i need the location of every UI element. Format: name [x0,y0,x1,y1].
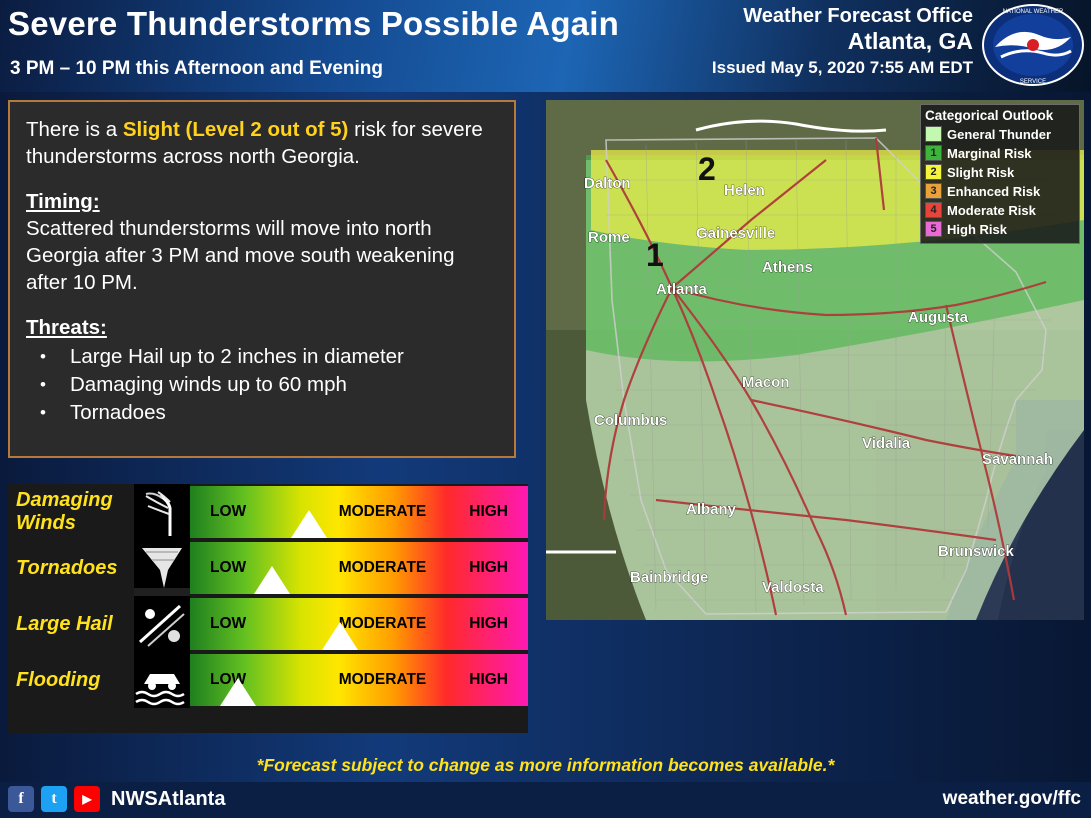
gauge-row-large-hail [8,596,528,652]
city-label: Augusta [908,309,968,326]
timing-text: Scattered thunderstorms will move into north Georgia after 3 PM and move south weakening after 10 PM. [26,217,455,294]
gauge-row-tornadoes [8,540,528,596]
gauge-label: Damaging Winds [16,489,113,534]
legend-swatch [925,126,942,142]
outlook-map[interactable] [546,100,1084,620]
office-city: Atlanta, GA [847,28,973,54]
hail-stones-icon [134,596,190,652]
gauge-bar [190,654,528,706]
gauge-bar [190,486,528,538]
gauge-moderate-label: MODERATE [338,559,427,576]
svg-text:NATIONAL WEATHER: NATIONAL WEATHER [1002,9,1064,15]
legend-label: Slight Risk [947,164,1015,180]
lead-post: risk for severe thunderstorms across north Georgia. [26,118,483,168]
legend-row [925,201,1075,219]
office-info [712,4,973,79]
legend-label: Marginal Risk [947,145,1032,161]
city-label: Valdosta [762,579,824,596]
legend-swatch: 4 [925,202,942,218]
city-label: Macon [742,374,790,391]
legend-row [925,163,1075,181]
city-label: Savannah [982,451,1053,468]
threats-list [26,343,498,427]
disclaimer-text: *Forecast subject to change as more information becomes available.* [256,755,835,775]
flooded-car-icon [134,652,190,708]
legend-row [925,125,1075,143]
gauge-low-label: LOW [210,615,247,632]
lead-pre: There is a [26,118,123,141]
legend-row [925,144,1075,162]
city-label: Brunswick [938,543,1014,560]
legend-label: General Thunder [947,126,1052,142]
page-subtitle: 3 PM – 10 PM this Afternoon and Evening [10,58,384,79]
social-links [8,786,225,812]
legend-swatch: 1 [925,145,942,161]
svg-text:SERVICE: SERVICE [1019,79,1047,85]
gauge-bar [190,598,528,650]
gauge-row-flooding [8,652,528,708]
timing-heading: Timing: [26,190,100,213]
city-label: Gainesville [696,225,776,242]
gauge-low-label: LOW [210,671,247,688]
map-legend [920,104,1080,244]
twitter-icon[interactable]: t [41,786,67,812]
risk-number-1: 1 [646,237,664,273]
gauge-high-label: HIGH [469,671,508,688]
city-label: Helen [724,182,765,199]
gauge-moderate-label: MODERATE [338,615,427,632]
gauge-bar [190,542,528,594]
facebook-icon[interactable]: f [8,786,34,812]
gauge-high-label: HIGH [469,615,508,632]
page-title: Severe Thunderstorms Possible Again [8,5,619,42]
gauge-marker [291,510,327,538]
risk-number-2: 2 [698,151,716,187]
city-label: Albany [686,501,737,518]
threats-heading: Threats: [26,316,107,339]
risk-level-highlight: Slight (Level 2 out of 5) [122,118,349,141]
gauge-row-damaging-winds [8,484,528,540]
city-label: Columbus [594,412,668,429]
legend-swatch: 3 [925,183,942,199]
threat-gauge-panel [8,484,528,733]
youtube-icon[interactable]: ▶ [74,786,100,812]
legend-row [925,182,1075,200]
threat-item: • Damaging winds up to 60 mph [26,371,498,399]
tree-bending-wind-icon [134,484,190,540]
gauge-low-label: LOW [210,503,247,520]
gauge-marker [220,678,256,706]
legend-swatch: 2 [925,164,942,180]
legend-label: Enhanced Risk [947,183,1041,199]
gauge-moderate-label: MODERATE [338,503,427,520]
website-link[interactable]: weather.gov/ffc [942,788,1081,809]
city-label: Rome [588,229,630,246]
city-label: Bainbridge [630,569,709,586]
legend-label: Moderate Risk [947,202,1036,218]
threat-item: • Tornadoes [26,399,498,427]
lead-statement [26,116,498,170]
gauge-marker [322,622,358,650]
gauge-high-label: HIGH [469,559,508,576]
legend-swatch: 5 [925,221,942,237]
issued-time: Issued May 5, 2020 7:55 AM EDT [711,58,973,77]
city-label: Athens [762,259,813,276]
legend-label: High Risk [947,221,1007,237]
gauge-low-label: LOW [210,559,247,576]
threat-item: • Large Hail up to 2 inches in diameter [26,343,498,371]
gauge-high-label: HIGH [469,503,508,520]
gauge-marker [254,566,290,594]
gauge-label: Flooding [16,668,101,691]
social-handle: NWSAtlanta [111,787,226,810]
nws-logo-icon [981,3,1085,87]
city-label: Atlanta [656,281,707,298]
office-label: Weather Forecast Office [743,5,973,27]
tornado-funnel-icon [134,540,190,596]
header-banner [0,0,1091,92]
legend-title: Categorical Outlook [925,108,1054,123]
gauge-label: Large Hail [16,612,113,635]
gauge-label: Tornadoes [16,556,118,579]
city-label: Vidalia [862,435,911,452]
summary-panel [8,100,516,458]
legend-row [925,220,1075,238]
city-label: Dalton [584,175,631,192]
gauge-moderate-label: MODERATE [338,671,427,688]
